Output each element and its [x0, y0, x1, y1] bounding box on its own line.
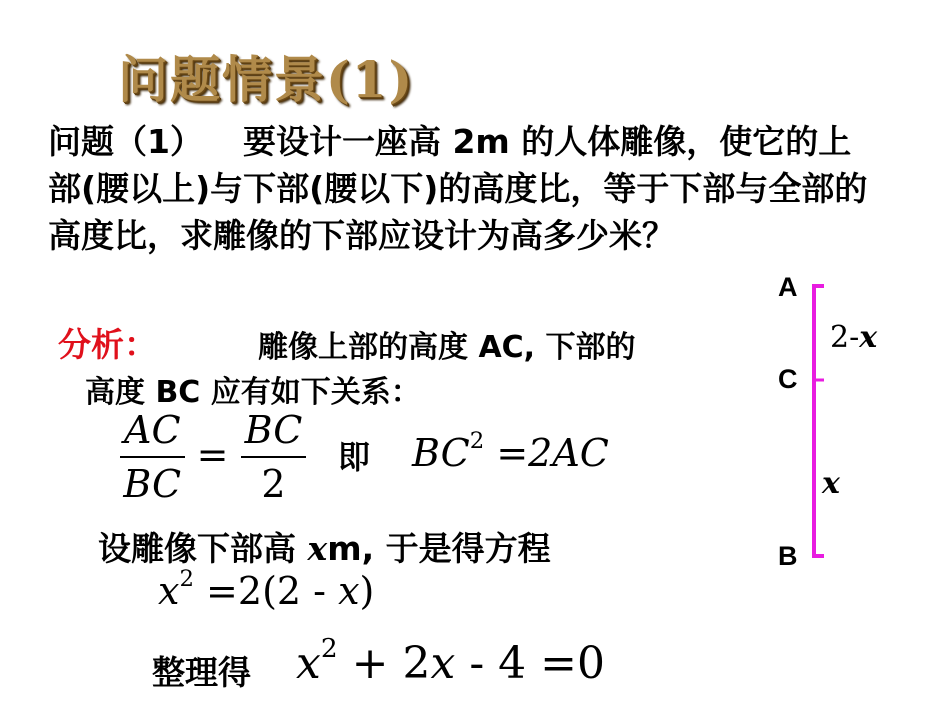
eq3-rhs-1: + 2 [351, 638, 431, 690]
fraction-bc-2 [241, 408, 307, 506]
slide-title: 问题情景(1) [118, 50, 415, 109]
set-variable-line [98, 523, 551, 570]
problem-text: 要设计一座高 2m 的人体雕像，使它的上部(腰以上)与下部(腰以下)的高度比，等于下部与全部的高度比，求雕像的下部应设计为高多少米？ [48, 122, 868, 255]
set-post: m, 于是得方程 [327, 529, 551, 568]
set-var: x [307, 529, 328, 568]
fraction-numerator: BC [241, 408, 307, 458]
fraction-numerator: AC [120, 408, 185, 458]
segment-ac-length [830, 320, 877, 355]
arrange-label: 整理得 [152, 653, 251, 692]
problem-statement [48, 118, 878, 259]
eq3-lhs: x [296, 638, 321, 690]
segment-bracket-diagram [800, 280, 830, 560]
eq2-rhs: =2(2 - [206, 569, 326, 614]
segment-cb-length: x [822, 466, 840, 501]
point-a-label: A [778, 272, 798, 302]
eq1-lhs: BC [412, 431, 470, 476]
fraction-ac-bc [120, 408, 185, 506]
analysis-line-1: 雕像上部的高度 AC, 下部的 [258, 330, 636, 365]
problem-label: 问题（1） [48, 122, 203, 161]
eq2-lhs: x [158, 569, 180, 614]
set-pre: 设雕像下部高 [98, 529, 308, 568]
eq2-exponent: 2 [179, 566, 194, 592]
equation-final [296, 633, 605, 689]
eq3-var: x [430, 638, 456, 690]
eq3-exponent: 2 [320, 633, 338, 664]
ji-connector: 即 [338, 438, 371, 476]
equation-bc-squared [412, 428, 609, 475]
eq3-rhs-2: - 4 =0 [469, 638, 606, 690]
analysis-line-2: 高度 BC 应有如下关系： [85, 375, 421, 410]
proportion-equation [120, 408, 306, 506]
point-b-label: B [778, 541, 798, 571]
segment-ac-var: x [859, 320, 878, 355]
analysis-label: 分析： [58, 325, 157, 364]
segment-ac-num: 2- [830, 320, 860, 355]
equation-quadratic-setup [158, 566, 374, 613]
fraction-denominator: 2 [261, 462, 286, 506]
eq2-var: x [338, 569, 360, 614]
point-c-label: C [778, 364, 798, 394]
eq1-exponent: 2 [469, 428, 485, 454]
fraction-denominator: BC [123, 462, 182, 506]
eq1-rhs: =2AC [496, 431, 609, 476]
equals-sign: = [196, 432, 229, 477]
eq2-close: ) [359, 569, 375, 614]
segment-bracket [814, 286, 824, 556]
